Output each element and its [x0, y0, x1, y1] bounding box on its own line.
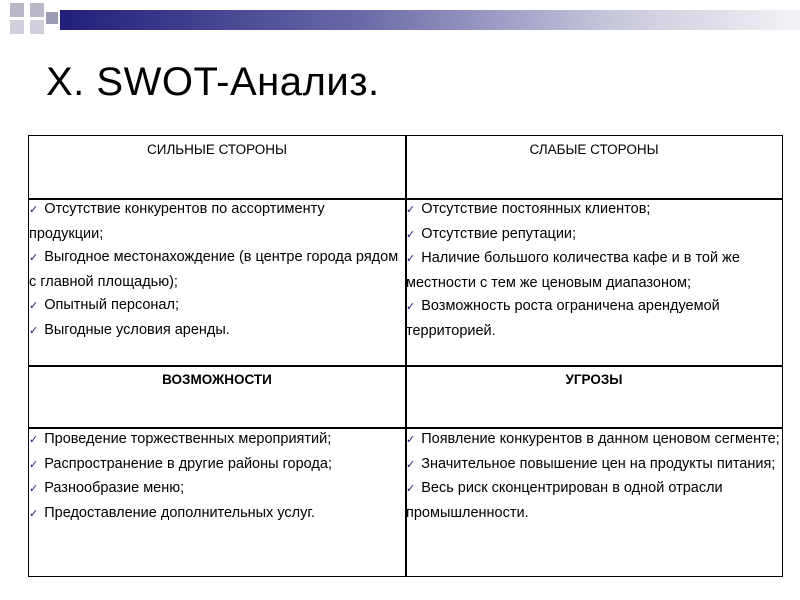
checkmark-icon: ✓ — [406, 483, 416, 495]
checkmark-icon: ✓ — [29, 300, 39, 312]
list-item: ✓ Разнообразие меню; — [29, 480, 185, 496]
weaknesses-header: СЛАБЫЕ СТОРОНЫ — [529, 142, 659, 157]
checkmark-icon: ✓ — [406, 228, 416, 241]
checkmark-icon: ✓ — [406, 434, 416, 446]
decor-square — [10, 3, 24, 17]
checkmark-icon: ✓ — [406, 301, 416, 313]
list-item: ✓ Выгодное местонахождение (в центре города рядом с главной площадью); — [29, 249, 399, 290]
weaknesses-list — [406, 198, 780, 343]
decor-square — [30, 3, 44, 17]
decor-square — [30, 20, 44, 34]
opportunities-list — [29, 428, 401, 526]
list-item: ✓ Появление конкурентов в данном ценовом сегменте; — [406, 431, 780, 447]
checkmark-icon: ✓ — [29, 483, 39, 495]
list-item: ✓ Наличие большого количества кафе и в той же местности с тем же ценовым диапазоном; — [406, 250, 740, 291]
checkmark-icon: ✓ — [406, 458, 416, 471]
list-item: ✓ Предоставление дополнительных услуг. — [29, 504, 315, 521]
checkmark-icon: ✓ — [29, 458, 39, 471]
checkmark-icon: ✓ — [29, 204, 39, 216]
list-item: ✓ Опытный персонал; — [29, 297, 179, 313]
checkmark-icon: ✓ — [29, 324, 39, 337]
row-divider — [29, 365, 782, 367]
checkmark-icon: ✓ — [406, 204, 416, 216]
list-item: ✓ Отсутствие репутации; — [406, 225, 577, 242]
header-decoration-bar — [0, 0, 800, 33]
slide-title: X. SWOT-Анализ. — [46, 60, 380, 104]
list-item: ✓ Значительное повышение цен на продукты питания; — [406, 455, 776, 472]
checkmark-icon: ✓ — [29, 252, 39, 264]
checkmark-icon: ✓ — [406, 253, 416, 265]
list-item: ✓ Проведение торжественных мероприятий; — [29, 431, 332, 447]
decor-square — [46, 12, 58, 24]
list-item: ✓ Отсутствие постоянных клиентов; — [406, 201, 651, 217]
strengths-header: СИЛЬНЫЕ СТОРОНЫ — [147, 142, 287, 157]
swot-table — [28, 135, 783, 577]
list-item: ✓ Отсутствие конкурентов по ассортименту продукции; — [29, 201, 325, 242]
decor-square — [10, 20, 24, 34]
threats-list — [406, 428, 780, 525]
opportunities-header: ВОЗМОЖНОСТИ — [162, 372, 272, 387]
threats-header: УГРОЗЫ — [565, 372, 623, 387]
strengths-list — [29, 198, 401, 343]
list-item: ✓ Возможность роста ограничена арендуемой территорией. — [406, 298, 720, 339]
list-item: ✓ Распространение в другие районы города; — [29, 455, 332, 472]
checkmark-icon: ✓ — [29, 434, 39, 446]
list-item: ✓ Выгодные условия аренды. — [29, 321, 230, 338]
title-gradient-bar — [60, 10, 800, 30]
list-item: ✓ Весь риск сконцентрирован в одной отрасли промышленности. — [406, 480, 723, 521]
checkmark-icon: ✓ — [29, 507, 39, 520]
